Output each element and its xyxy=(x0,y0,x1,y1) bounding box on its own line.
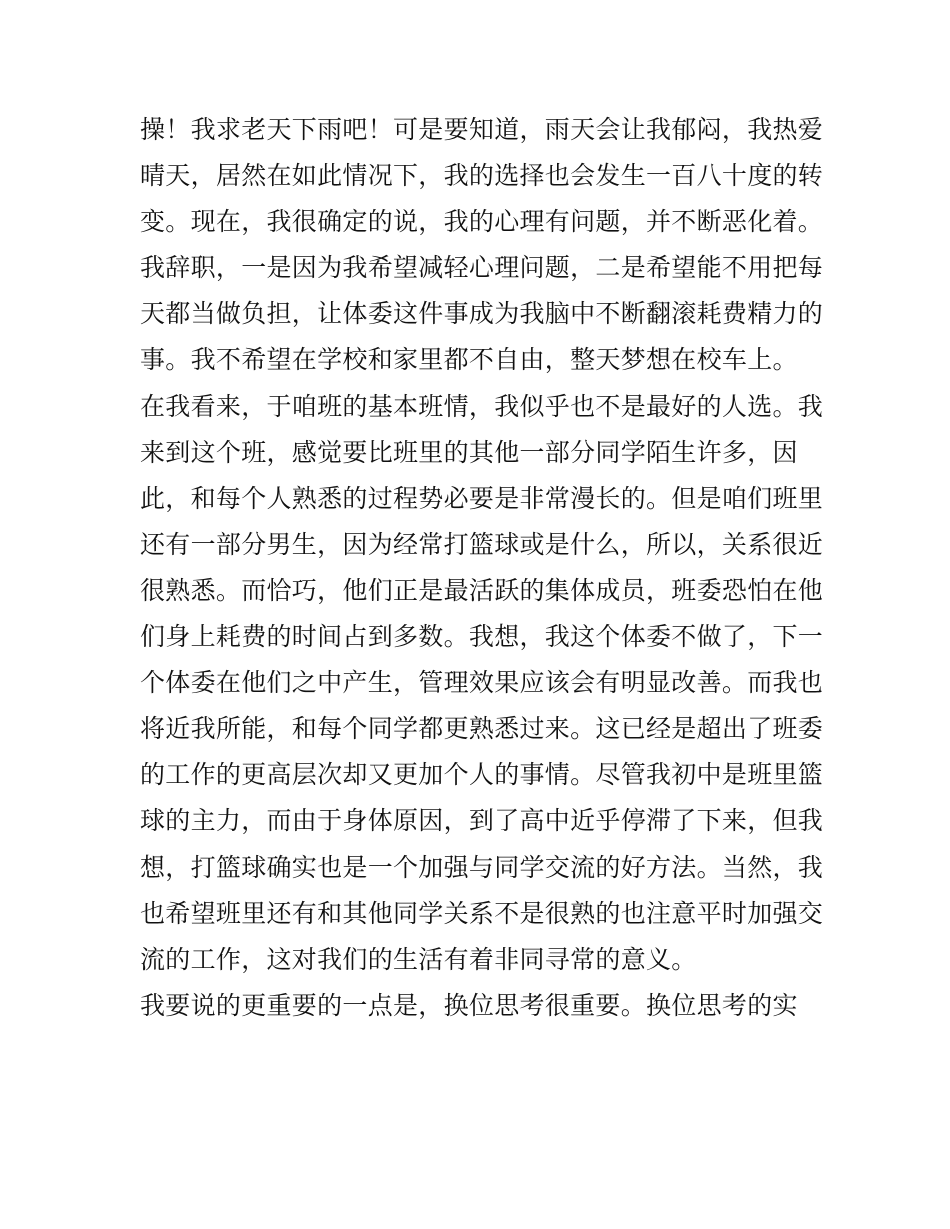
text-line: 想，打篮球确实也是一个加强与同学交流的好方法。当然，我 xyxy=(140,852,824,882)
body-text xyxy=(140,107,824,1029)
text-line: 还有一部分男生，因为经常打篮球或是什么，所以，关系很近 xyxy=(140,529,824,559)
text-line: 球的主力，而由于身体原因，到了高中近乎停滞了下来，但我 xyxy=(140,806,824,836)
text-line: 也希望班里还有和其他同学关系不是很熟的也注意平时加强交 xyxy=(140,898,824,928)
text-line: 在我看来，于咱班的基本班情，我似乎也不是最好的人选。我 xyxy=(140,391,824,421)
text-line: 很熟悉。而恰巧，他们正是最活跃的集体成员，班委恐怕在他 xyxy=(140,575,824,605)
text-line: 我要说的更重要的一点是，换位思考很重要。换位思考的实 xyxy=(140,990,798,1020)
text-line: 操！我求老天下雨吧！可是要知道，雨天会让我郁闷，我热爱 xyxy=(140,115,824,144)
text-line: 个体委在他们之中产生，管理效果应该会有明显改善。而我也 xyxy=(140,668,824,698)
text-line: 来到这个班，感觉要比班里的其他一部分同学陌生许多，因 xyxy=(140,437,798,467)
text-line: 事。我不希望在学校和家里都不自由，整天梦想在校车上。 xyxy=(140,345,798,375)
text-line: 将近我所能，和每个同学都更熟悉过来。这已经是超出了班委 xyxy=(140,714,824,744)
text-line: 此，和每个人熟悉的过程势必要是非常漫长的。但是咱们班里 xyxy=(140,483,824,513)
text-line: 天都当做负担，让体委这件事成为我脑中不断翻滚耗费精力的 xyxy=(140,299,824,329)
text-line: 晴天，居然在如此情况下，我的选择也会发生一百八十度的转 xyxy=(140,161,824,191)
text-line: 的工作的更高层次却又更加个人的事情。尽管我初中是班里篮 xyxy=(140,760,824,790)
text-line: 流的工作，这对我们的生活有着非同寻常的意义。 xyxy=(140,944,697,974)
text-line: 我辞职，一是因为我希望减轻心理问题，二是希望能不用把每 xyxy=(140,253,824,283)
text-line: 们身上耗费的时间占到多数。我想，我这个体委不做了，下一 xyxy=(140,622,824,652)
text-line: 变。现在，我很确定的说，我的心理有问题，并不断恶化着。 xyxy=(140,207,824,237)
